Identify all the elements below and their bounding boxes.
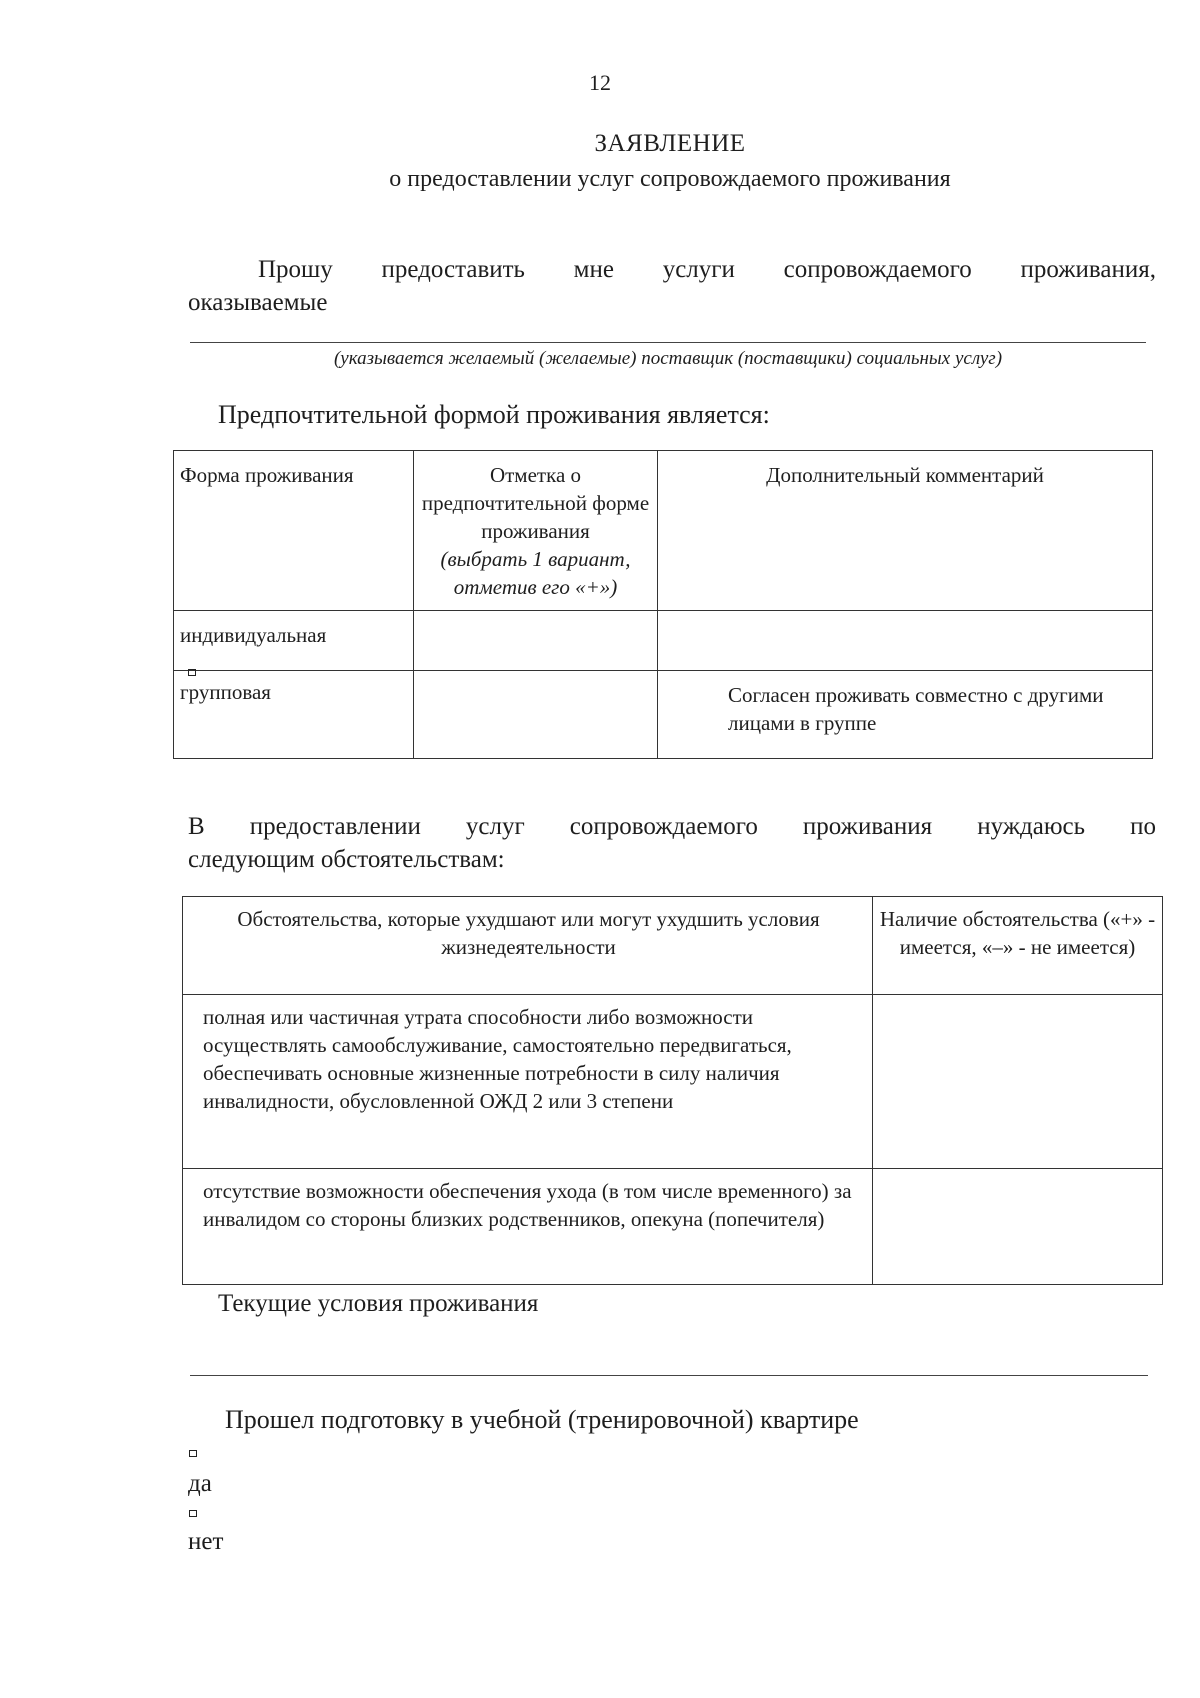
header-mark-note: (выбрать 1 вариант, отметив его «+»): [440, 547, 631, 599]
current-conditions-input-line[interactable]: [190, 1375, 1148, 1376]
intro-word: предоставлении: [249, 813, 421, 840]
comment-individual: [658, 611, 1153, 671]
table-row: [183, 995, 1163, 1169]
header-mark: [414, 451, 658, 611]
table-row: [174, 671, 1153, 759]
option-yes-label: да: [188, 1470, 212, 1497]
form-individual: индивидуальная: [174, 611, 414, 671]
circumstances-intro: [188, 810, 1156, 876]
checkbox-icon: [188, 669, 196, 676]
intro-word: В: [188, 813, 205, 840]
intro-word: сопровождаемого: [569, 813, 758, 840]
mark-individual-cell[interactable]: [414, 611, 658, 671]
header-form: Форма проживания: [174, 451, 414, 611]
current-conditions-label: Текущие условия проживания: [218, 1290, 539, 1317]
table-header-row: [174, 451, 1153, 611]
form-group: групповая: [180, 680, 271, 704]
form-group-cell: [174, 671, 414, 759]
provider-caption: (указывается желаемый (желаемые) поставщик (поставщики) социальных услуг): [333, 348, 1003, 369]
preferred-form-heading: Предпочтительной формой проживания является:: [218, 400, 770, 429]
intro-word: услуг: [465, 813, 525, 840]
request-word: проживания,: [1020, 256, 1156, 283]
request-paragraph: [188, 253, 1156, 319]
request-word: Прошу: [258, 256, 333, 283]
circumstance-text: отсутствие возможности обеспечения ухода (в том числе временного) за инвалидом со стороны близких родственников, опекуна (попечителя): [183, 1169, 873, 1285]
checkbox-icon: [189, 1450, 197, 1457]
presence-cell[interactable]: [873, 995, 1163, 1169]
header-circumstance: Обстоятельства, которые ухудшают или могут ухудшить условия жизнедеятельности: [183, 897, 873, 995]
header-comment: Дополнительный комментарий: [658, 451, 1153, 611]
document-subtitle: о предоставлении услуг сопровождаемого проживания: [389, 166, 951, 192]
presence-cell[interactable]: [873, 1169, 1163, 1285]
table-row: [183, 1169, 1163, 1285]
intro-word: проживания: [802, 813, 933, 840]
header-mark-text: Отметка о предпочтительной форме проживания: [421, 463, 650, 543]
provider-input-line[interactable]: [190, 342, 1146, 343]
request-word: услуги: [662, 256, 735, 283]
checkbox-icon: [189, 1510, 197, 1517]
table-header-row: [183, 897, 1163, 995]
preferred-form-table: [173, 450, 1153, 759]
table-row: [174, 611, 1153, 671]
request-line-2: оказываемые: [188, 289, 328, 316]
intro-word: по: [1130, 813, 1156, 840]
intro-word: нуждаюсь: [977, 813, 1086, 840]
checkbox-yes[interactable]: [189, 1450, 197, 1457]
mark-group-cell[interactable]: [414, 671, 658, 759]
circumstance-text: полная или частичная утрата способности либо возможности осуществлять самообслуживание, самостоятельно передвигаться, обеспечивать основные жизненные потребности в силу наличия инвалидности, обусловленной ОЖД 2 или 3 степени: [183, 995, 873, 1169]
checkbox-no[interactable]: [189, 1510, 197, 1517]
request-word: предоставить: [381, 256, 525, 283]
header-presence: Наличие обстоятельства («+» - имеется, «–» - не имеется): [873, 897, 1163, 995]
page-number: 12: [589, 70, 611, 95]
comment-group: Согласен проживать совместно с другими лицами в группе: [658, 671, 1153, 759]
request-word: мне: [573, 256, 614, 283]
option-no-label: нет: [188, 1528, 224, 1555]
intro-line-2: следующим обстоятельствам:: [188, 846, 505, 873]
circumstances-table: [182, 896, 1163, 1285]
training-question: Прошел подготовку в учебной (тренировочной) квартире: [225, 1405, 859, 1434]
request-word: сопровождаемого: [783, 256, 972, 283]
document-title: ЗАЯВЛЕНИЕ: [594, 130, 746, 157]
